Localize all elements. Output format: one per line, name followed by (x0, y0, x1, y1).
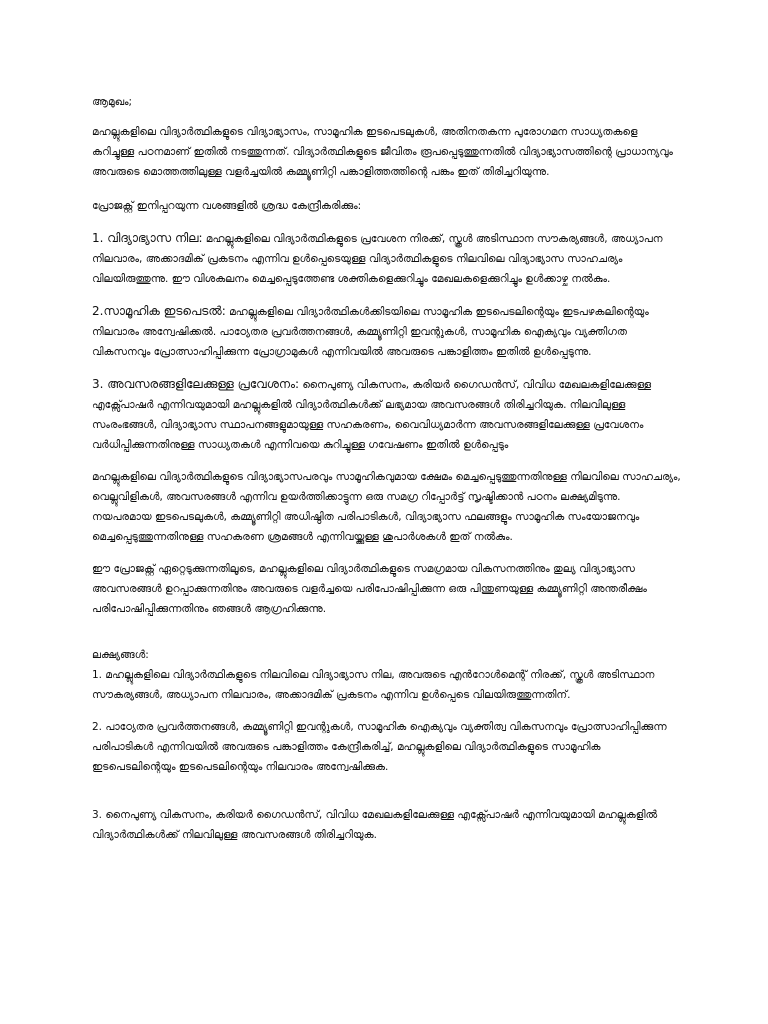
document-heading: ആമുഖം; (92, 96, 133, 108)
objective-1: 1. മഹല്ലുകളിലെ വിദ്യാർത്ഥികളുടെ നിലവിലെ വിദ്യാഭ്യാസ നില, അവരുടെ എൻറോൾമെന്റ് നിരക്ക്, സ്കൂൾ അടിസ്ഥാന സൗകര്യങ്ങൾ, അധ്യാപന നിലവാരം, അക്കാദമിക് പ്രകടനം എന്നിവ ഉൾപ്പെടെ വിലയിരുത്തുന്നതിന്. (92, 669, 655, 701)
objectives-heading: ലക്ഷ്യങ്ങൾ: (92, 649, 149, 661)
focus-intro: പ്രോജക്റ്റ് ഇനിപ്പറയുന്ന വശങ്ങളിൽ ശ്രദ്ധ കേന്ദ്രീകരിക്കും: (92, 200, 362, 212)
focus-item-2-title: 2.സാമൂഹിക ഇടപെടൽ: (92, 304, 226, 318)
objective-2: 2. പാഠ്യേതര പ്രവർത്തനങ്ങൾ, കമ്മ്യൂണിറ്റി ഇവന്റുകൾ, സാമൂഹിക ഐക്യവും വ്യക്തിത്വ വികസനവും പ്രോത്സാഹിപ്പിക്കുന്ന പരിപാടികൾ എന്നിവയിൽ അവരുടെ പങ്കാളിത്തം കേന്ദ്രീകരിച്ച്, മഹല്ലുകളിലെ വിദ്യാർത്ഥികളുടെ സാമൂഹിക ഇടപെടലിന്റെയും ഇടപെടലിന്റെയും നിലവാരം അന്വേഷിക്കുക. (92, 721, 667, 773)
objective-3: 3. നൈപുണ്യ വികസനം, കരിയർ ഗൈഡൻസ്, വിവിധ മേഖലകളിലേക്കുള്ള എക്സ്പോഷർ എന്നിവയുമായി മഹല്ലുകളിൽ വിദ്യാർത്ഥികൾക്ക് നിലവിലുള്ള അവസരങ്ങൾ തിരിച്ചറിയുക. (92, 809, 658, 841)
focus-item-2 (92, 301, 682, 362)
focus-item-1 (92, 228, 682, 289)
focus-item-3-text: നൈപുണ്യ വികസനം, കരിയർ ഗൈഡൻസ്, വിവിധ മേഖലകളിലേക്കുള്ള എക്സ്പോഷർ എന്നിവയുമായി മഹല്ലുകളിൽ വിദ്യാർത്ഥികൾക്ക് ലഭ്യമായ അവസരങ്ങൾ തിരിച്ചറിയുക. നിലവിലുള്ള സംരംഭങ്ങൾ, വിദ്യാഭ്യാസ സ്ഥാപനങ്ങളുമായുള്ള സഹകരണം, വൈവിധ്യമാർന്ന അവസരങ്ങളിലേക്കുള്ള പ്രവേശനം വർധിപ്പിക്കുന്നതിനുള്ള സാധ്യതകൾ എന്നിവയെ കുറിച്ചുള്ള ഗവേഷണം ഇതിൽ ഉൾപ്പെടും (92, 379, 652, 451)
summary-paragraph: മഹല്ലുകളിലെ വിദ്യാർത്ഥികളുടെ വിദ്യാഭ്യാസപരവും സാമൂഹികവുമായ ക്ഷേമം മെച്ചപ്പെടുത്തുന്നതിനുള്ള നിലവിലെ സാഹചര്യം, വെല്ലുവിളികൾ, അവസരങ്ങൾ എന്നിവ ഉയർത്തിക്കാട്ടുന്ന ഒരു സമഗ്ര റിപ്പോർട്ട് സൃഷ്ടിക്കാൻ പഠനം ലക്ഷ്യമിടുന്നു. നയപരമായ ഇടപെടലുകൾ, കമ്മ്യൂണിറ്റി അധിഷ്ഠിത പരിപാടികൾ, വിദ്യാഭ്യാസ ഫലങ്ങളും സാമൂഹിക സംയോജനവും മെച്ചപ്പെടുത്തുന്നതിനുള്ള സഹകരണ ശ്രമങ്ങൾ എന്നിവയ്ക്കുള്ള ശുപാർശകൾ ഇത് നൽകും. (92, 471, 681, 543)
focus-item-1-text: മഹല്ലുകളിലെ വിദ്യാർത്ഥികളുടെ പ്രവേശന നിരക്ക്, സ്കൂൾ അടിസ്ഥാന സൗകര്യങ്ങൾ, അധ്യാപന നിലവാരം, അക്കാദമിക് പ്രകടനം എന്നിവ ഉൾപ്പെടെയുള്ള വിദ്യാർത്ഥികളുടെ നിലവിലെ വിദ്യാഭ്യാസ സാഹചര്യം വിലയിരുത്തുന്നു. ഈ വിശകലനം മെച്ചപ്പെടുത്തേണ്ട ശക്തികളെക്കുറിച്ചും മേഖലകളെക്കുറിച്ചും ഉൾക്കാഴ്ച നൽകും. (92, 233, 663, 285)
focus-item-1-title: 1. വിദ്യാഭ്യാസ നില: (92, 231, 203, 245)
focus-item-3 (92, 374, 682, 455)
closing-paragraph: ഈ പ്രോജക്റ്റ് ഏറ്റെടുക്കുന്നതിലൂടെ, മഹല്ലുകളിലെ വിദ്യാർത്ഥികളുടെ സമഗ്രമായ വികസനത്തിനും തുല്യ വിദ്യാഭ്യാസ അവസരങ്ങൾ ഉറപ്പാക്കുന്നതിനും അവരുടെ വളർച്ചയെ പരിപോഷിപ്പിക്കുന്ന ഒരു പിന്തുണയുള്ള കമ്മ്യൂണിറ്റി അന്തരീക്ഷം പരിപോഷിപ്പിക്കുന്നതിനും ഞങ്ങൾ ആഗ്രഹിക്കുന്നു. (92, 563, 647, 615)
focus-item-3-title: 3. അവസരങ്ങളിലേക്കുള്ള പ്രവേശനം: (92, 377, 300, 391)
focus-item-2-text: മഹല്ലുകളിലെ വിദ്യാർത്ഥികൾക്കിടയിലെ സാമൂഹിക ഇടപെടലിന്റെയും ഇടപഴകലിന്റെയും നിലവാരം അന്വേഷിക്കൽ. പാഠ്യേതര പ്രവർത്തനങ്ങൾ, കമ്മ്യൂണിറ്റി ഇവന്റുകൾ, സാമൂഹിക ഐക്യവും വ്യക്തിഗത വികസനവും പ്രോത്സാഹിപ്പിക്കുന്ന പ്രോഗ്രാമുകൾ എന്നിവയിൽ അവരുടെ പങ്കാളിത്തം ഇതിൽ ഉൾപ്പെടുന്നു. (92, 306, 649, 358)
intro-paragraph: മഹല്ലുകളിലെ വിദ്യാർത്ഥികളുടെ വിദ്യാഭ്യാസം, സാമൂഹിക ഇടപെടലുകൾ, അതിനതകന്ന പുരോഗമന സാധ്യതകളെ കറിച്ചുള്ള പഠനമാണ് ഇതിൽ നടത്തുന്നത്. വിദ്യാർത്ഥികളുടെ ജീവിതം രൂപപ്പെടുത്തുന്നതിൽ വിദ്യാഭ്യാസത്തിന്റെ പ്രാധാന്യവും അവരുടെ മൊത്തത്തിലുള്ള വളർച്ചയിൽ കമ്മ്യൂണിറ്റി പങ്കാളിത്തത്തിന്റെ പങ്കം ഇത് തിരിച്ചറിയുന്നു. (92, 126, 673, 178)
document-body (92, 92, 682, 857)
